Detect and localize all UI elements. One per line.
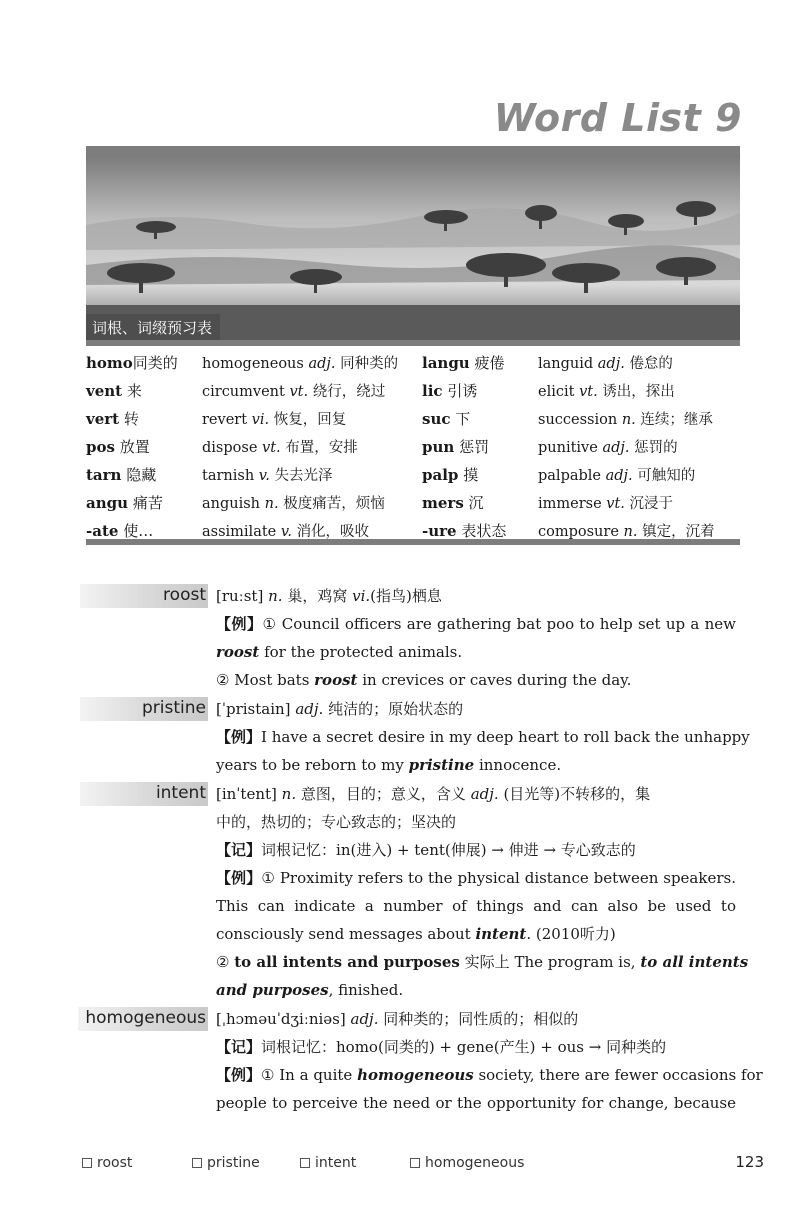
root: pun <box>422 437 455 456</box>
keyword: homogeneous <box>357 1066 474 1084</box>
example-number: ② <box>216 953 230 971</box>
entry-word: roost <box>163 585 206 605</box>
example-text: years to be reborn to my <box>216 756 409 774</box>
root-meaning: 隐藏 <box>126 465 157 484</box>
phonetic: [inˈtent] <box>216 785 277 803</box>
definition: 中的，热切的；专心致志的；坚决的 <box>216 813 457 831</box>
word-meaning: 可触知的 <box>637 467 696 484</box>
root: homo <box>86 353 133 372</box>
root-meaning: 疲倦 <box>474 353 505 372</box>
divider <box>86 539 740 545</box>
keyword: roost <box>314 671 358 689</box>
word-meaning: 连续；继承 <box>640 411 713 428</box>
memory-line <box>216 836 736 864</box>
root-meaning: 表状态 <box>461 521 507 540</box>
root: -ate <box>86 521 119 540</box>
root: pos <box>86 437 115 456</box>
example-text: Proximity refers to the physical distance between speakers. <box>279 869 736 887</box>
entry-head-roost <box>80 584 208 608</box>
root-word: succession <box>538 411 618 428</box>
part-of-speech: n. <box>621 411 636 428</box>
root-word: languid <box>538 355 594 372</box>
word-meaning: 极度痛苦，烦恼 <box>283 495 385 512</box>
example-line <box>216 1089 736 1117</box>
page-number: 123 <box>735 1153 764 1171</box>
definition-line <box>216 808 736 836</box>
part-of-speech: vt. <box>579 383 598 400</box>
entry-word: pristine <box>142 698 206 718</box>
example-text: , finished. <box>328 981 404 999</box>
word-meaning: 失去光泽 <box>274 467 333 484</box>
entry-definition <box>216 695 736 723</box>
word-meaning: 同种类的 <box>340 355 399 372</box>
example-text: In a quite <box>279 1066 358 1084</box>
example-text: Most bats <box>234 671 315 689</box>
root: langu <box>422 353 470 372</box>
example-line <box>216 892 736 920</box>
example-number: ② <box>216 671 230 689</box>
example-line <box>216 864 736 892</box>
definition: (指鸟)栖息 <box>370 587 442 605</box>
entry-word: homogeneous <box>85 1008 206 1028</box>
roots-row <box>86 404 740 432</box>
root-word: revert <box>202 411 248 428</box>
part-of-speech: vi. <box>352 587 371 605</box>
part-of-speech: vt. <box>262 439 281 456</box>
example-tag: 【例】 <box>216 869 262 887</box>
part-of-speech: vt. <box>289 383 309 400</box>
root-meaning: 引诱 <box>447 381 478 400</box>
root-word: dispose <box>202 439 258 456</box>
page-title: Word List 9 <box>493 96 742 140</box>
example-line <box>216 723 750 751</box>
phrase: to all intents and purposes <box>234 953 460 971</box>
root-word: circumvent <box>202 383 285 400</box>
checkbox-icon[interactable] <box>82 1158 92 1168</box>
roots-row <box>86 376 740 404</box>
footer-checkbox-item[interactable] <box>410 1155 524 1171</box>
part-of-speech: n. <box>268 587 283 605</box>
keyword: and purposes <box>216 981 329 999</box>
root-word: punitive <box>538 439 598 456</box>
example-line <box>216 751 736 779</box>
roots-table <box>86 348 740 544</box>
part-of-speech: n. <box>623 523 638 540</box>
root-meaning: 沉 <box>468 493 484 512</box>
root-meaning: 转 <box>123 409 139 428</box>
part-of-speech: v. <box>280 523 292 540</box>
root: lic <box>422 381 443 400</box>
phonetic: [ruːst] <box>216 587 264 605</box>
example-line <box>216 948 749 976</box>
roots-row <box>86 460 740 488</box>
example-number: ① <box>261 1066 275 1084</box>
entry-head-homogeneous <box>78 1007 208 1031</box>
root-meaning: 使… <box>123 521 154 540</box>
roots-row <box>86 348 740 376</box>
example-text: I have a secret desire in my deep heart to roll back the unhappy <box>261 728 750 746</box>
word-meaning: 惩罚的 <box>634 439 678 456</box>
example-text: Council officers are gathering bat poo to help set up a new <box>281 615 736 633</box>
roots-row <box>86 432 740 460</box>
checkbox-icon[interactable] <box>300 1158 310 1168</box>
word-meaning: 绕行，绕过 <box>312 383 386 400</box>
example-text: The program is, <box>514 953 641 971</box>
word-meaning: 镇定，沉着 <box>642 523 715 540</box>
roots-row <box>86 488 740 516</box>
example-text: society, there are fewer occasions for <box>473 1066 763 1084</box>
root-meaning: 惩罚 <box>459 437 490 456</box>
definition: 同种类的；同性质的；相似的 <box>383 1010 579 1028</box>
entry-head-intent <box>80 782 208 806</box>
part-of-speech: adj. <box>470 785 499 803</box>
root: tarn <box>86 465 122 484</box>
entry-definition <box>216 780 736 808</box>
footer-item-label: pristine <box>207 1155 260 1171</box>
footer-checkbox-item[interactable] <box>82 1155 132 1171</box>
word-meaning: 诱出，探出 <box>602 383 675 400</box>
example-tag: 【例】 <box>216 1066 262 1084</box>
root: angu <box>86 493 129 512</box>
footer-checkbox-item[interactable] <box>192 1155 260 1171</box>
word-meaning: 倦怠的 <box>629 355 673 372</box>
root-word: anguish <box>202 495 261 512</box>
memory-tag: 【记】 <box>216 841 262 859</box>
part-of-speech: n. <box>264 495 279 512</box>
part-of-speech: adj. <box>350 1010 379 1028</box>
part-of-speech: adj. <box>597 355 625 372</box>
root: -ure <box>422 521 457 540</box>
footer-item-label: homogeneous <box>425 1155 525 1171</box>
entry-definition <box>216 1005 736 1033</box>
phonetic: [ˌhɔməuˈdʒiːniəs] <box>216 1010 346 1028</box>
root: vent <box>86 381 123 400</box>
root-word: homogeneous <box>202 355 304 372</box>
example-text: for the protected animals. <box>259 643 463 661</box>
example-text: This can indicate a number of things and can also be used to <box>216 897 736 915</box>
keyword: intent <box>475 925 527 943</box>
entry-head-pristine <box>80 697 208 721</box>
checkbox-icon[interactable] <box>410 1158 420 1168</box>
phonetic: [ˈpristain] <box>216 700 291 718</box>
definition: 纯洁的；原始状态的 <box>328 700 464 718</box>
word-meaning: 沉浸于 <box>629 495 674 512</box>
memory-line <box>216 1033 736 1061</box>
part-of-speech: adj. <box>295 700 324 718</box>
memory-tag: 【记】 <box>216 1038 262 1056</box>
entry-word: intent <box>155 783 206 803</box>
part-of-speech: n. <box>281 785 297 803</box>
memory-text: 词根记忆：homo(同类的) + gene(产生) + ous → 同种类的 <box>261 1038 667 1056</box>
example-text: . (2010听力) <box>526 925 616 943</box>
example-line <box>216 638 736 666</box>
part-of-speech: v. <box>258 467 270 484</box>
part-of-speech: vt. <box>606 495 625 512</box>
root-word: immerse <box>538 495 602 512</box>
part-of-speech: adj. <box>602 439 630 456</box>
example-text: in crevices or caves during the day. <box>357 671 632 689</box>
checkbox-icon[interactable] <box>192 1158 202 1168</box>
example-line <box>216 976 736 1004</box>
example-number: ① <box>262 615 277 633</box>
example-line <box>216 1061 763 1089</box>
memory-text: 词根记忆：in(进入) + tent(伸展) → 伸进 → 专心致志的 <box>261 841 636 859</box>
root-word: composure <box>538 523 619 540</box>
entry-definition <box>216 582 736 610</box>
part-of-speech: adj. <box>308 355 336 372</box>
footer-item-label: intent <box>315 1155 357 1171</box>
part-of-speech: vi. <box>251 411 270 428</box>
root-meaning: 放置 <box>119 437 150 456</box>
banner-caption: 词根、词缀预习表 <box>86 314 220 340</box>
root: palp <box>422 465 459 484</box>
root-meaning: 下 <box>455 409 471 428</box>
phrase-meaning: 实际上 <box>464 953 510 971</box>
root: vert <box>86 409 120 428</box>
root-meaning: 同类的 <box>132 353 178 372</box>
word-meaning: 恢复，回复 <box>273 411 347 428</box>
root-meaning: 痛苦 <box>132 493 163 512</box>
example-number: ① <box>261 869 275 887</box>
root-meaning: 来 <box>126 381 142 400</box>
banner <box>86 146 740 346</box>
example-text: consciously send messages about <box>216 925 476 943</box>
definition: 意图，目的；意义，含义 <box>300 785 466 803</box>
keyword: roost <box>216 643 260 661</box>
word-meaning: 布置，安排 <box>285 439 358 456</box>
root-word: palpable <box>538 467 601 484</box>
landscape-image <box>86 155 740 340</box>
footer-checkbox-item[interactable] <box>300 1155 356 1171</box>
root-word: tarnish <box>202 467 255 484</box>
example-line <box>216 920 736 948</box>
keyword: to all intents <box>640 953 749 971</box>
definition: 巢，鸡窝 <box>287 587 348 605</box>
example-tag: 【例】 <box>216 615 263 633</box>
example-text: people to perceive the need or the opportunity for change, because <box>216 1094 736 1112</box>
word-meaning: 消化，吸收 <box>296 523 370 540</box>
example-tag: 【例】 <box>216 728 262 746</box>
definition: (目光等)不转移的，集 <box>503 785 651 803</box>
example-line <box>216 666 736 694</box>
root-meaning: 摸 <box>463 465 479 484</box>
part-of-speech: adj. <box>605 467 633 484</box>
keyword: pristine <box>408 756 475 774</box>
root: suc <box>422 409 451 428</box>
root-word: elicit <box>538 383 575 400</box>
root-word: assimilate <box>202 523 277 540</box>
example-text: innocence. <box>474 756 562 774</box>
example-line <box>216 610 736 638</box>
footer-item-label: roost <box>97 1155 133 1171</box>
root: mers <box>422 493 464 512</box>
